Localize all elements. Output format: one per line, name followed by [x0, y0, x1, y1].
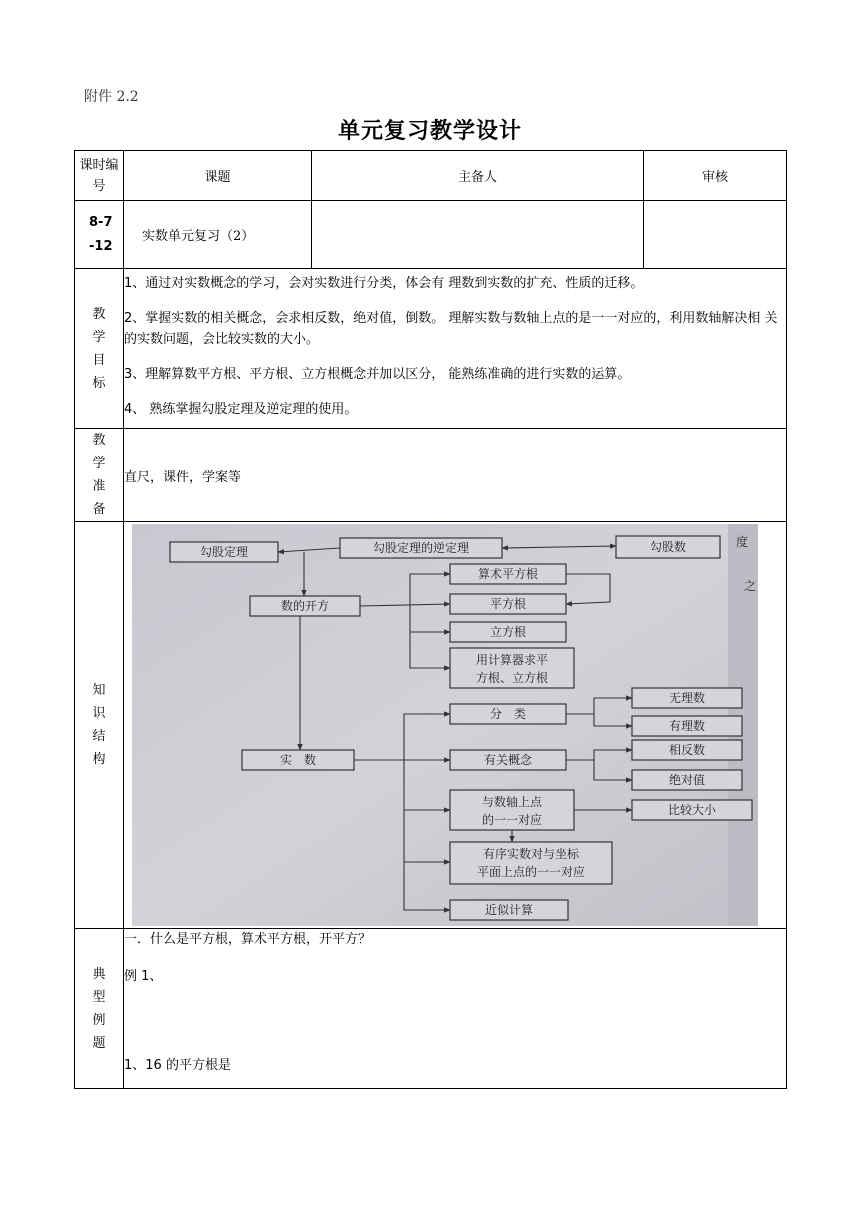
knowledge-row: [75, 522, 787, 929]
knowledge-structure-diagram: [132, 524, 758, 926]
lesson-row: [75, 201, 787, 269]
knowledge-structure-photo: [132, 524, 758, 926]
lesson-design-table: [74, 150, 787, 1089]
label-ordered-line2: 平面上点的一一对应: [476, 865, 586, 879]
objective-item: 4、 熟练掌握勾股定理及逆定理的使用。: [124, 402, 358, 417]
example-question: 1、16 的平方根是: [124, 1058, 231, 1073]
label-approx: 近似计算: [484, 903, 534, 917]
document-title: 单元复习教学设计: [337, 119, 522, 144]
knowledge-content: [124, 522, 787, 929]
edge-text: 度: [736, 535, 749, 549]
label-numberline-line2: 的一一对应: [481, 813, 543, 827]
lesson-topic: 实数单元复习（2）: [124, 201, 312, 269]
reviewer-header: 审核: [644, 151, 787, 201]
preparation-label-text: 教学准备: [92, 433, 106, 517]
label-real: 实 数: [279, 753, 317, 767]
example-label: 例 1、: [124, 969, 163, 984]
objectives-content: [124, 269, 787, 429]
objective-item: 1、通过对实数概念的学习，会对实数进行分类，体会有 理数到实数的扩充、性质的迁移。: [124, 276, 644, 291]
examples-content: [124, 929, 787, 1089]
objectives-label: [75, 269, 124, 429]
examples-row: [75, 929, 787, 1089]
topic-header: 课题: [124, 151, 312, 201]
preparation-row: [75, 429, 787, 522]
lesson-reviewer: [644, 201, 787, 269]
examples-label: [75, 929, 124, 1089]
examples-heading: 一．什么是平方根，算术平方根，开平方？: [124, 932, 372, 947]
label-pythagoras: 勾股定理: [199, 545, 249, 559]
label-sqrt: 平方根: [489, 597, 527, 611]
knowledge-label-text: 知识结构: [92, 683, 106, 767]
objectives-row: [75, 269, 787, 429]
label-ordered-line1: 有序实数对与坐标: [482, 847, 580, 861]
objective-item: 3、理解算数平方根、平方根、立方根概念并加以区分， 能熟练准确的进行实数的运算。: [124, 367, 631, 382]
label-rational: 有理数: [668, 719, 706, 733]
label-concepts: 有关概念: [483, 753, 533, 767]
label-roots: 数的开方: [280, 599, 330, 613]
examples-label-text: 典型例题: [92, 966, 106, 1051]
objectives-label-text: 教学目标: [92, 306, 106, 391]
lesson-code-header: 课时编号: [75, 151, 124, 201]
edge-text: 之: [744, 579, 757, 593]
label-cbrt: 立方根: [489, 625, 527, 639]
label-opposite: 相反数: [668, 743, 706, 757]
preparation-label: [75, 429, 124, 522]
lesson-code: [75, 201, 124, 269]
label-classify: 分 类: [489, 707, 527, 721]
label-numberline-line1: 与数轴上点: [481, 795, 543, 809]
label-absolute: 绝对值: [668, 773, 706, 787]
label-triples: 勾股数: [649, 540, 687, 554]
label-calculator-line2: 方根、立方根: [475, 671, 549, 685]
label-irrational: 无理数: [668, 691, 706, 705]
preparation-content: 直尺，课件，学案等: [124, 429, 787, 522]
preparer-header: 主备人: [312, 151, 644, 201]
attachment-label: 附件 2.2: [84, 89, 139, 105]
lesson-code-text: 8-7-12: [89, 214, 113, 254]
label-compare: 比较大小: [667, 803, 717, 817]
lesson-preparer: [312, 201, 644, 269]
header-row: [75, 151, 787, 201]
knowledge-label: [75, 522, 124, 929]
label-converse: 勾股定理的逆定理: [372, 541, 470, 555]
objective-item: 2、掌握实数的相关概念，会求相反数，绝对值，倒数。 理解实数与数轴上点的是一一对应的，利用数轴解决相 关的实数问题，会比较实数的大小。: [124, 311, 778, 347]
label-arith-sqrt: 算术平方根: [477, 567, 539, 581]
label-calculator-line1: 用计算器求平: [475, 653, 549, 667]
